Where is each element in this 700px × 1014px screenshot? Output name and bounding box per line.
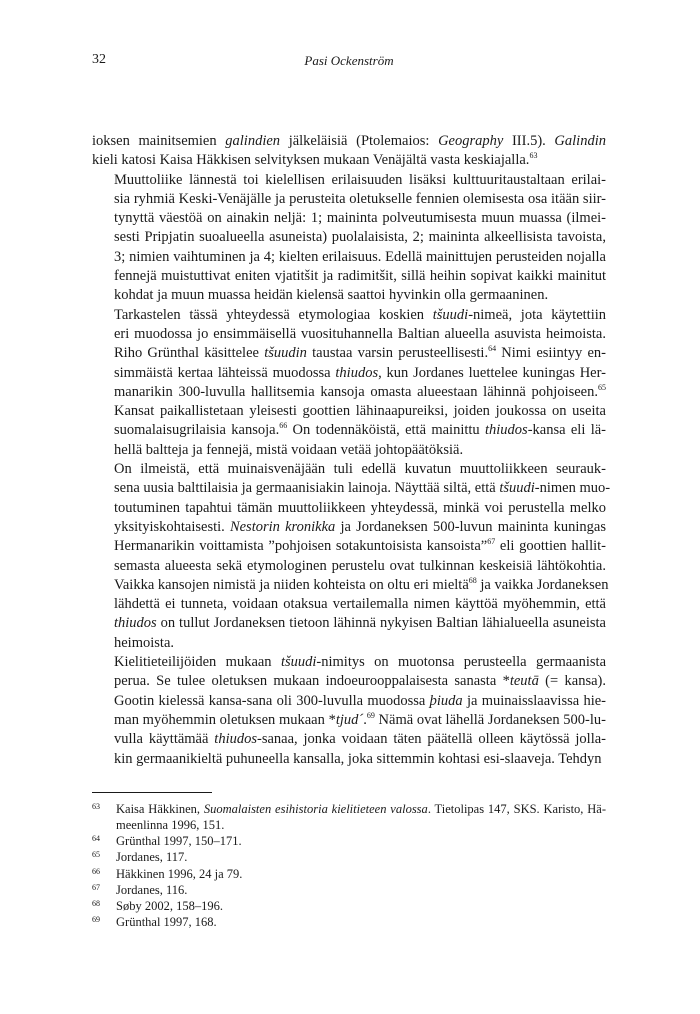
text-run: ja muinaisslaavissa hie- [462, 692, 607, 709]
footnote-line [116, 882, 606, 898]
footnote-line [116, 914, 606, 930]
text-line [92, 441, 606, 460]
text-run: semasta alueesta sekä etymologinen perustelu ovat tulkinnan keskeisiä lähtökohtia. [114, 557, 606, 574]
footnote-text [116, 914, 606, 930]
text-run: on tullut Jordaneksen tietoon lähinnä nykyisen Baltian lähialueella asuneista [156, 615, 606, 632]
text-run: manarikin 300-luvulla hallitsemia kansoja omasta alueestaan lähinnä pohjoiseen. [114, 383, 598, 400]
text-line [92, 364, 606, 383]
text-line [92, 306, 606, 325]
text-line [92, 151, 606, 170]
body-text [92, 132, 611, 769]
text-line [92, 228, 606, 247]
paragraph-5 [92, 653, 606, 769]
running-head: Pasi Ockenström [304, 53, 394, 68]
text-run: Riho Grünthal käsittelee [114, 345, 265, 362]
footnote-item [92, 914, 606, 930]
footnote-item [92, 801, 606, 833]
text-run: Gootin kielessä kansa-sana oli 300-luvulla muodossa [114, 692, 430, 709]
text-run: Nämä ovat lähellä Jordaneksen 500-lu- [374, 711, 606, 728]
footnote-ref: 68 [468, 576, 477, 585]
text-run: sia ryhmiä Keski-Venäjälle ja perusteita oletukselle fennien olemisesta osa itään siir- [114, 190, 606, 207]
footnote-item [92, 833, 606, 849]
text-run: suomalaisugrilaisia kansoja. [114, 422, 280, 439]
italic-term: Suomalaisten esihistoria kielitieteen valossa [203, 801, 428, 816]
text-line [92, 248, 606, 267]
text-line [92, 750, 606, 769]
text-run: hellä balttеja ja fennejä, mistä voidaan vetää johtopäätöksiä. [114, 441, 464, 458]
text-run: Jordanes, 116. [116, 882, 188, 897]
text-run: jälkeläisiä (Ptolemaios: [280, 133, 439, 149]
text-line [92, 499, 606, 518]
footnote-line [116, 817, 606, 833]
text-line [92, 614, 606, 633]
text-run: eli goottien hallit- [495, 538, 606, 555]
footnote-text [116, 833, 606, 849]
text-run: -nimen muo- [534, 480, 611, 497]
text-run: ioksen mainitsemien [92, 133, 226, 149]
footnote-number: 65 [92, 850, 100, 860]
text-line [92, 692, 606, 711]
italic-term: tšuudi [432, 306, 469, 323]
text-run: 3; nimien vaihtuminen ja 4; kielten erilaisuus. Edellä mainittujen perusteiden nojalla [114, 248, 606, 265]
document-page [92, 52, 611, 930]
footnote-number: 68 [92, 899, 100, 909]
italic-term: Geography [438, 133, 504, 149]
text-line [92, 267, 606, 286]
footnote-ref: 67 [487, 537, 496, 547]
text-run: . Tietolipas 147, SKS. Karisto, Hä- [427, 801, 606, 816]
text-run: Jordanes, 117. [116, 850, 188, 865]
text-run: Søby 2002, 158–196. [116, 899, 223, 914]
text-run: Vaikka kansojen nimistä ja niiden kohteista on oltu eri mieltä [114, 576, 469, 593]
text-run: Kaisa Häkkinen, [116, 801, 204, 816]
text-run: simmäistä kertaa lähteissä muodossa [114, 364, 336, 381]
text-run: sesti Pripjatin suoalueella asuneista) puolalaisista, 2; maininta alkeellisista tavoista, [114, 229, 606, 246]
text-run: Kielitieteilijöiden mukaan [114, 654, 281, 671]
text-line [92, 402, 606, 421]
text-line [92, 383, 606, 402]
footnote-item [92, 849, 606, 865]
paragraph-1 [92, 132, 606, 171]
italic-term: teutā [509, 673, 539, 690]
text-run: Muuttoliike lännestä toi kielellisen erilaisuuden lisäksi kulttuuritaustaltaan erilai- [114, 171, 606, 188]
text-line [92, 190, 606, 209]
footnote-ref: 69 [366, 711, 375, 721]
text-run: man myöhemmin oletuksen mukaan * [114, 711, 336, 728]
italic-term: tšuudin [264, 345, 307, 362]
footnote-ref: 66 [279, 421, 288, 431]
paragraph-4 [92, 460, 611, 653]
italic-term: thiudos [114, 615, 157, 632]
text-run: kin germaanikieltä puhuneella kansalla, joka sittemmin kohtasi esi-slaaveja. Tehdyn [114, 750, 602, 767]
text-run: sena uusia balttilaisia ja germaanisiakin lainoja. Näyttää siltä, että [114, 480, 500, 497]
page-number: 32 [92, 52, 106, 67]
text-run: On ilmeistä, että muinaisvenäjään tuli edellä kuvatun muuttoliikkeen seurauk- [114, 461, 606, 478]
text-line [92, 325, 606, 344]
text-run: (= kansa). [538, 673, 606, 690]
text-run: lähdettä ei tunneta, voidaan otaksua vertailemalla nimen käyttöä myöhemmin, että [114, 596, 606, 613]
text-line [92, 479, 611, 498]
text-run: meenlinna 1996, 151. [116, 818, 225, 832]
italic-term: þiuda [429, 692, 463, 709]
text-line [92, 576, 609, 595]
text-line [92, 518, 606, 537]
italic-term: thiudos [485, 422, 528, 439]
text-line [92, 595, 606, 614]
text-run: kieli katosi Kaisa Häkkisen selvityksen mukaan Venäjältä vasta keskiajalla. [92, 152, 530, 169]
footnote-number: 66 [92, 866, 100, 876]
paragraph-2 [92, 171, 606, 306]
footnote-number: 64 [92, 834, 100, 844]
footnote-text [116, 849, 606, 865]
text-run: ja vaikka Jordaneksen [476, 576, 609, 593]
text-run: . [363, 711, 367, 728]
text-run: -kansa eli lä- [527, 422, 606, 439]
text-run: tynyttä väestöä on ainakin neljä: 1; maininta polveutumisesta muun muassa (ilmei- [114, 210, 606, 227]
italic-term: thiudos [214, 731, 257, 748]
text-run: ja Jordaneksen 500-luvun maininta kuningas [335, 518, 606, 535]
text-run: Kansat paikallistetaan yleisesti goottien lähinaapureiksi, joiden joukossa on useita [114, 403, 606, 420]
italic-term: tšuudi [499, 480, 535, 497]
text-run: yksityiskohtaisesti. [114, 518, 230, 535]
text-run: III.5). [503, 133, 555, 149]
text-run: vulla käyttämää [114, 731, 215, 748]
text-line [92, 171, 606, 190]
text-line [92, 421, 606, 440]
footnote-divider [92, 792, 212, 793]
footnote-number: 69 [92, 915, 100, 925]
text-line [92, 209, 606, 228]
page-header [92, 52, 606, 74]
text-line [92, 711, 606, 730]
text-run: -nimeä, jota käytettiin [468, 306, 607, 323]
paragraph-3 [92, 306, 606, 460]
footnote-line [116, 898, 606, 914]
text-line [92, 537, 606, 556]
footnote-text [116, 801, 606, 833]
italic-term: tšuudi [280, 654, 317, 671]
footnote-text [116, 898, 606, 914]
text-line [92, 653, 606, 672]
text-run: -sanaa, jonka voidaan täten päätellä olleen käytössä jolla- [257, 731, 606, 748]
footnote-line [116, 833, 606, 849]
text-run: On todennäköistä, että mainittu [287, 422, 485, 439]
text-run: Grünthal 1997, 168. [116, 915, 217, 930]
text-run: toutuminen tapahtui tämän muuttoliikkeen yhteydessä, minkä voi perustella melko [114, 499, 606, 516]
text-run: heimoista. [114, 634, 175, 651]
footnote-item [92, 866, 606, 882]
text-line [92, 557, 606, 576]
italic-term: tjud´ [335, 711, 364, 728]
text-run: Nimi esiintyy en- [496, 345, 606, 362]
footnote-ref: 65 [598, 383, 606, 393]
text-run: eri muodossa jo ensimmäisellä vuosituhannella Baltian alueella asuvista heimoista. [114, 325, 606, 342]
footnote-ref: 64 [488, 344, 497, 354]
text-run: , kun Jordanes luettelee kuningas Her- [378, 364, 606, 381]
footnote-item [92, 898, 606, 914]
text-run: Grünthal 1997, 150–171. [116, 834, 242, 849]
footnote-line [116, 801, 606, 817]
text-line [92, 132, 606, 151]
footnote-number: 67 [92, 882, 100, 892]
italic-term: Galindin [554, 133, 606, 149]
text-line [92, 730, 606, 749]
text-line [92, 286, 606, 305]
text-line [92, 460, 606, 479]
text-line [92, 672, 606, 691]
italic-term: galindien [225, 133, 281, 149]
text-run: Tarkastelen tässä yhteydessä etymologiaa koskien [114, 306, 433, 323]
footnote-text [116, 866, 606, 882]
text-line [92, 634, 606, 653]
footnotes [92, 801, 606, 931]
text-run: fennejä muistuttivat eniten vjatitšit ja radimitšit, sillä heihin sopivat kaikki mainitut [114, 268, 606, 285]
italic-term: thiudos [335, 364, 379, 381]
text-line [92, 344, 606, 363]
footnote-number: 63 [92, 801, 100, 811]
text-run: -nimitys on muotonsa perusteella germaanista [316, 654, 606, 671]
text-run: kohdat ja muun muassa heidän kielensä saattoi hyvinkin olla germaaninen. [114, 287, 549, 304]
text-run: Hermanarikin voittamista ”pohjoisen sotakuntoisista kansoista” [114, 538, 488, 555]
footnote-line [116, 849, 606, 865]
italic-term: Nestorin kronikka [229, 518, 336, 535]
text-run: taustaa varsin perusteellisesti. [306, 345, 489, 362]
footnote-ref: 63 [529, 151, 538, 161]
footnote-line [116, 866, 606, 882]
footnote-item [92, 882, 606, 898]
text-run: Häkkinen 1996, 24 ja 79. [116, 866, 243, 881]
text-run: perua. Se tulee oletuksen mukaan indoeurooppalaisesta sanasta * [114, 673, 510, 690]
footnote-text [116, 882, 606, 898]
